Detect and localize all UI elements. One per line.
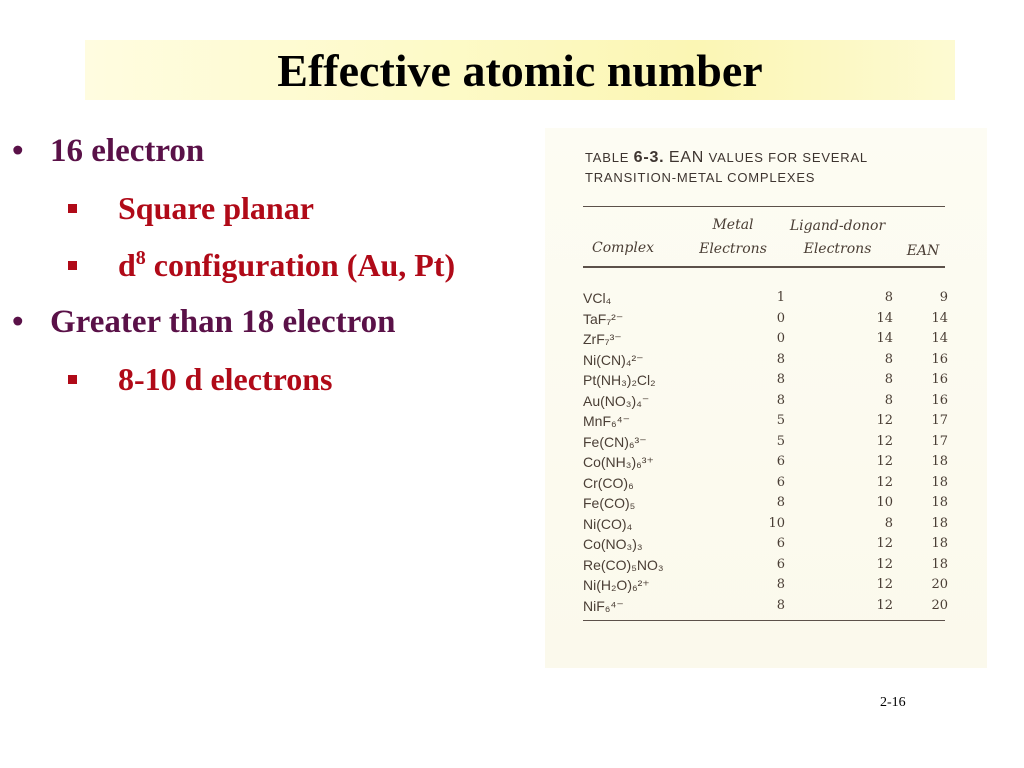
- table-row: [583, 555, 948, 576]
- bullet-text: 16 electron: [50, 133, 205, 169]
- sub-bullet-d-electrons: [10, 353, 550, 410]
- header-ligand-line2: Electrons: [803, 241, 872, 257]
- cell-ligand-electrons: 12: [876, 597, 893, 613]
- cell-complex: Ni(CO)₄: [583, 515, 633, 532]
- cell-ligand-electrons: 8: [884, 372, 893, 387]
- cell-metal-electrons: 6: [776, 536, 785, 551]
- table-row: [583, 288, 948, 309]
- ean-table-image: [545, 128, 987, 668]
- cell-ligand-electrons: 14: [876, 331, 893, 346]
- cell-ligand-electrons: 12: [876, 536, 893, 551]
- bullet-dot-icon: •: [12, 133, 24, 169]
- cell-ean: 18: [931, 454, 948, 469]
- cell-ligand-electrons: 8: [884, 392, 893, 408]
- cell-ligand-electrons: 12: [876, 413, 893, 428]
- cell-ligand-electrons: 12: [876, 556, 893, 572]
- slide-title: Effective atomic number: [277, 45, 763, 96]
- cell-metal-electrons: 6: [776, 454, 785, 469]
- cell-ean: 9: [939, 290, 948, 305]
- sub-bullet-square-planar: [10, 182, 550, 239]
- cell-metal-electrons: 6: [776, 556, 785, 572]
- table-row: [583, 575, 948, 596]
- cell-ean: 18: [931, 495, 948, 510]
- cell-ligand-electrons: 12: [876, 577, 893, 592]
- bullet-text: Greater than 18 electron: [50, 304, 396, 340]
- cell-ean: 20: [931, 597, 948, 613]
- cell-ean: 20: [931, 577, 948, 592]
- header-metal-line1: Metal: [712, 217, 754, 233]
- cell-complex: VCl₄: [583, 290, 612, 306]
- table-row: [583, 534, 948, 555]
- table-top-rule: [583, 206, 945, 207]
- caption-line-2: TRANSITION-METAL COMPLEXES: [585, 170, 816, 185]
- header-ligand-line1: Ligand-donor: [789, 218, 886, 234]
- table-row: [583, 596, 948, 617]
- table-row: [583, 391, 948, 412]
- cell-ligand-electrons: 10: [876, 495, 893, 510]
- table-row: [583, 473, 948, 494]
- cell-ean: 18: [931, 556, 948, 572]
- cell-complex: ZrF₇³⁻: [583, 331, 622, 347]
- caption-line-1: [585, 148, 868, 168]
- cell-ean: 18: [931, 474, 948, 490]
- cell-ean: 16: [931, 351, 948, 367]
- cell-complex: Pt(NH₃)₂Cl₂: [583, 372, 656, 388]
- cell-metal-electrons: 5: [776, 413, 785, 428]
- table-row: [583, 493, 948, 514]
- page-number: 2-16: [880, 695, 906, 710]
- table-row: [583, 309, 948, 330]
- cell-metal-electrons: 10: [768, 515, 785, 531]
- cell-complex: MnF₆⁴⁻: [583, 413, 631, 429]
- bullet-greater-than-18: [10, 296, 550, 353]
- cell-metal-electrons: 8: [776, 372, 785, 387]
- cell-complex: Re(CO)₅NO₃: [583, 556, 664, 573]
- bullet-16-electron: [10, 125, 550, 182]
- header-metal-line2: Electrons: [699, 241, 767, 257]
- cell-ligand-electrons: 12: [876, 474, 893, 490]
- cell-complex: Cr(CO)₆: [583, 474, 634, 491]
- cell-ean: 18: [931, 536, 948, 551]
- cell-complex: NiF₆⁴⁻: [583, 597, 624, 614]
- cell-metal-electrons: 5: [776, 433, 785, 449]
- cell-metal-electrons: 0: [776, 310, 785, 326]
- cell-metal-electrons: 8: [776, 577, 785, 592]
- sub-bullet-d8-configuration: [10, 239, 550, 296]
- cell-complex: TaF₇²⁻: [583, 310, 624, 327]
- cell-ean: 17: [931, 433, 948, 449]
- cell-ligand-electrons: 12: [876, 433, 893, 449]
- table-bottom-rule: [583, 620, 945, 621]
- square-bullet-icon: [68, 204, 77, 213]
- cell-complex: Au(NO₃)₄⁻: [583, 392, 650, 409]
- cell-ligand-electrons: 8: [884, 290, 893, 305]
- caption-label: TABLE: [585, 150, 630, 165]
- cell-ean: 14: [931, 310, 948, 326]
- cell-metal-electrons: 8: [776, 351, 785, 367]
- table-row: [583, 329, 948, 350]
- header-ean: EAN: [906, 243, 940, 259]
- caption-rest: VALUES FOR SEVERAL: [708, 150, 868, 165]
- cell-complex: Fe(CO)₅: [583, 495, 636, 511]
- sub-bullet-text: Square planar: [118, 190, 314, 226]
- table-row: [583, 432, 948, 453]
- cell-ean: 18: [931, 515, 948, 531]
- table-body: [583, 288, 948, 616]
- table-row: [583, 514, 948, 535]
- cell-metal-electrons: 8: [776, 495, 785, 510]
- cell-ligand-electrons: 8: [884, 351, 893, 367]
- cell-ligand-electrons: 14: [876, 310, 893, 326]
- bullet-list: [10, 125, 550, 410]
- cell-ligand-electrons: 12: [876, 454, 893, 469]
- cell-ean: 16: [931, 372, 948, 387]
- cell-ligand-electrons: 8: [884, 515, 893, 531]
- header-complex: Complex: [592, 240, 655, 256]
- table-row: [583, 411, 948, 432]
- cell-metal-electrons: 0: [776, 331, 785, 346]
- bullet-dot-icon: •: [12, 304, 24, 340]
- table-row: [583, 350, 948, 371]
- d-prefix: d: [118, 247, 136, 283]
- cell-complex: Co(NH₃)₆³⁺: [583, 454, 654, 470]
- cell-metal-electrons: 8: [776, 597, 785, 613]
- table-row: [583, 452, 948, 473]
- sub-bullet-text: 8-10 d electrons: [118, 361, 333, 397]
- caption-ean: EAN: [668, 149, 705, 166]
- square-bullet-icon: [68, 261, 77, 270]
- cell-complex: Co(NO₃)₃: [583, 536, 643, 552]
- cell-complex: Ni(H₂O)₆²⁺: [583, 577, 650, 593]
- d-superscript: 8: [135, 247, 146, 269]
- sub-bullet-text: [118, 239, 455, 291]
- square-bullet-icon: [68, 375, 77, 384]
- cell-metal-electrons: 1: [776, 290, 785, 305]
- configuration-text: configuration (Au, Pt): [145, 247, 456, 283]
- cell-ean: 14: [931, 331, 948, 346]
- cell-ean: 16: [931, 392, 948, 408]
- caption-number: 6-3.: [633, 149, 665, 166]
- table-caption: [585, 148, 868, 188]
- cell-metal-electrons: 6: [776, 474, 785, 490]
- table-row: [583, 370, 948, 391]
- cell-complex: Fe(CN)₆³⁻: [583, 433, 647, 450]
- cell-complex: Ni(CN)₄²⁻: [583, 351, 644, 368]
- table-header-rule: [583, 266, 945, 268]
- cell-metal-electrons: 8: [776, 392, 785, 408]
- cell-ean: 17: [931, 413, 948, 428]
